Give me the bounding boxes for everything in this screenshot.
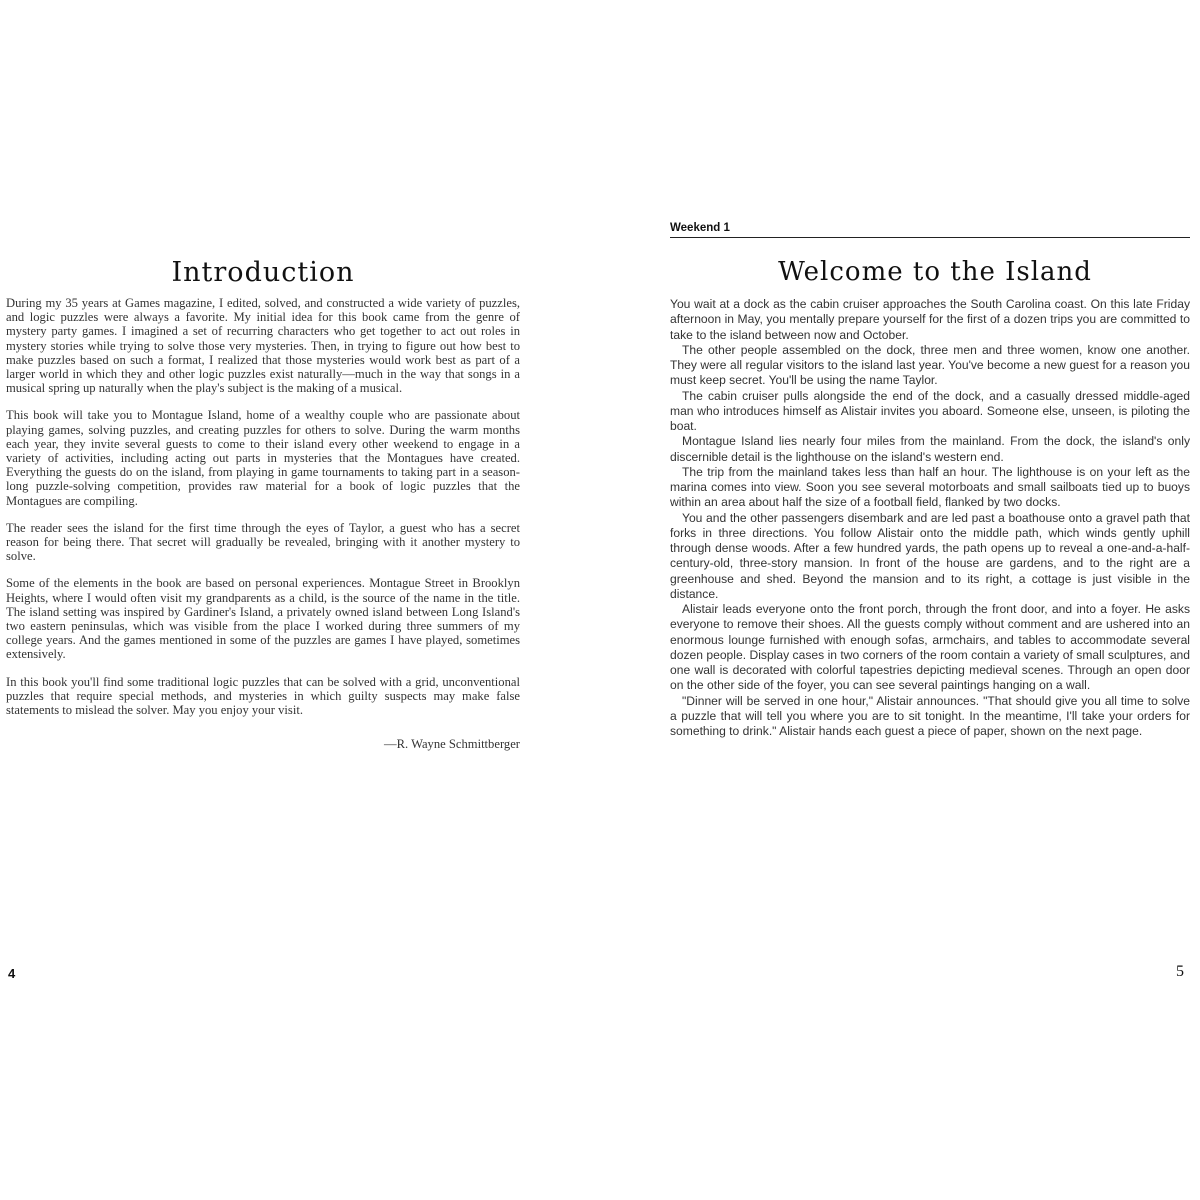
paragraph: During my 35 years at Games magazine, I edited, solved, and constructed a wide variety of puzzles, and logic puzzles were always a favorite. My initial idea for this book came from the genre of mystery party games. I imagined a set of recurring characters who get together to act out roles in mystery stories while trying to solve those very mysteries. Then, in trying to figure out how best to make puzzles based on such a format, I realized that those mysteries would work best as part of a larger world in which they and other logic puzzles exist naturally—much in the way that songs in a musical spring up naturally when the play's subject is the making of a musical. bbox=[6, 296, 520, 396]
page-number: 4 bbox=[8, 966, 16, 981]
chapter-title: Welcome to the Island bbox=[778, 257, 1092, 287]
paragraph: This book will take you to Montague Island, home of a wealthy couple who are passionate about playing games, solving puzzles, and creating puzzles for others to solve. During the warm months each year, they invite several guests to come to their island every other weekend to engage in a variety of activities, including acting out parts in mysteries that the Montagues have created. Everything the guests do on the island, from playing in game tournaments to taking part in a season-long puzzle-solving competition, provides raw material for a book of logic puzzles that the Montagues are compiling. bbox=[6, 408, 520, 508]
section-label: Weekend 1 bbox=[670, 222, 730, 234]
paragraph: "Dinner will be served in one hour," Alistair announces. "That should give you all time to solve a puzzle that will tell you where you are to sit tonight. In the meantime, I'll take your orders for something to drink." Alistair hands each guest a piece of paper, shown on the next page. bbox=[670, 693, 1190, 738]
right-page bbox=[600, 0, 1200, 1200]
paragraph: The trip from the mainland takes less than half an hour. The lighthouse is on your left as the marina comes into view. Soon you see several motorboats and small sailboats tied up to buoys within an area about half the size of a football field, flanked by two docks. bbox=[670, 464, 1190, 510]
page-number: 5 bbox=[1176, 963, 1184, 980]
paragraph: The cabin cruiser pulls alongside the end of the dock, and a casually dressed middle-aged man who introduces himself as Alistair invites you aboard. Someone else, unseen, is piloting the boat. bbox=[670, 388, 1190, 433]
paragraph: The reader sees the island for the first time through the eyes of Taylor, a guest who has a secret reason for being there. That secret will gradually be revealed, bringing with it another mystery to solve. bbox=[6, 520, 520, 564]
paragraph: You wait at a dock as the cabin cruiser approaches the South Carolina coast. On this late Friday afternoon in May, you mentally prepare yourself for the first of a dozen trips you are committed to take to the island between now and October. bbox=[670, 297, 1190, 342]
paragraph: Alistair leads everyone onto the front porch, through the front door, and into a foyer. He asks everyone to remove their shoes. All the guests comply without comment and are ushered into an enormous lounge furnished with enough sofas, armchairs, and tables to accommodate several dozen people. Display cases in two corners of the room contain a variety of small sculptures, and one wall is decorated with colorful tapestries depicting medieval scenes. Through an open door on the other side of the foyer, you can see several paintings hanging on a wall. bbox=[670, 602, 1190, 693]
paragraph: Some of the elements in the book are based on personal experiences. Montague Street in Brooklyn Heights, where I would often visit my grandparents as a child, is the source of the name in the title. The island setting was inspired by Gardiner's Island, a privately owned island between Long Island's two eastern peninsulas, which was visible from the place I worked during three summers of my college years. And the games mentioned in some of the puzzles are games I have played, sometimes extensively. bbox=[6, 576, 520, 662]
author-signature: —R. Wayne Schmittberger bbox=[384, 737, 520, 751]
paragraph: In this book you'll find some traditional logic puzzles that can be solved with a grid, unconventional puzzles that require special methods, and mysteries in which guilty suspects may make false statements to mislead the solver. May you enjoy your visit. bbox=[6, 674, 520, 718]
section-divider bbox=[670, 237, 1190, 238]
page-title: Introduction bbox=[171, 257, 355, 288]
paragraph: The other people assembled on the dock, three men and three women, know one another. They were all regular visitors to the island last year. You've become a new guest for a reason you must keep secret. You'll be using the name Taylor. bbox=[670, 342, 1190, 388]
introduction-body bbox=[6, 296, 520, 730]
paragraph: Montague Island lies nearly four miles from the mainland. From the dock, the island's only discernible detail is the lighthouse on the island's western end. bbox=[670, 434, 1190, 464]
paragraph: You and the other passengers disembark and are led past a boathouse onto a gravel path that forks in three directions. You follow Alistair onto the middle path, which winds gently uphill through dense woods. After a few hundred yards, the path opens up to reveal a one-and-a-half-century-old, three-story mansion. In front of the house are gardens, and to the right are a greenhouse and shed. Beyond the mansion and to its right, a cottage is just visible in the distance. bbox=[670, 510, 1190, 601]
chapter-body bbox=[670, 297, 1190, 739]
